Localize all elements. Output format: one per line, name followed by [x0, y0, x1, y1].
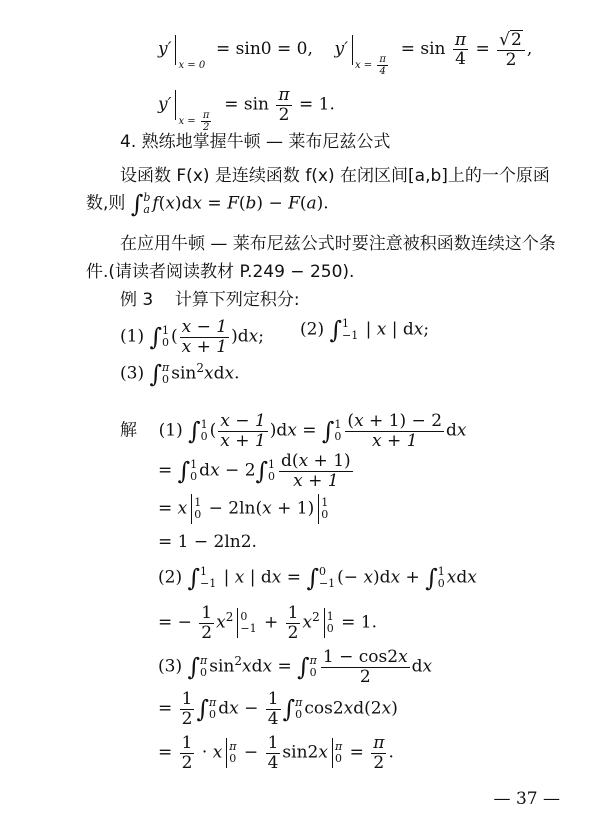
problem-3: (3) ∫ π 0 $\sin^2xdx$.	[120, 360, 240, 389]
section-title: 4. 熟练地掌握牛顿 — 莱布尼兹公式	[120, 132, 391, 152]
derivative-values-line-1: $y'_{x = 0} = \sin 0 = 0$, $y'_{x = \frac{\pi}{4}}$ = sin $\frac{\pi}{4}$ = $\frac{√2}{2}$ ,	[158, 29, 533, 78]
example-label: 例 3	[120, 290, 154, 310]
example-text: 计算下列定积分:	[174, 290, 300, 310]
definition-line-2-prefix: 数,则	[86, 193, 126, 214]
page-number: — 37 —	[493, 789, 560, 809]
note-line-2: 件.(请读者阅读教材 P.249 − 250).	[86, 262, 355, 282]
solution-1-line-1: 解 (1) ∫ 1 0 ( $\frac{x - 1}{x + 1}$ )dx = ∫ 1 0 $\frac{(x + 1) - 2}{x + 1}$ dx	[120, 411, 467, 451]
problem-2: (2) ∫ 1 −1 | x | dx;	[300, 316, 430, 345]
solution-3-line-1: (3) ∫ π 0 $\sin^2xdx$ = ∫ π 0 $\frac{1 - \cos 2x}{2}$ dx	[158, 647, 433, 687]
derivative-values-line-2: $y'_{x = \frac{\pi}{2}}$ = sin $\frac{\pi}{2}$ = 1.	[158, 85, 335, 133]
example-heading	[120, 292, 300, 309]
solution-1-line-2: = ∫ 1 0 dx − 2∫ 1 0 $\frac{d(x + 1)}{x + 1}$	[158, 451, 351, 491]
definition-line-1: 设函数 F(x) 是连续函数 f(x) 在闭区间[a,b]上的一个原函	[120, 166, 550, 186]
definition-line-2: 数,则 ∫ b a f(x)dx = F(b) − F(a).	[86, 190, 329, 219]
solution-label: 解	[120, 420, 137, 441]
note-line-1: 在应用牛顿 — 莱布尼兹公式时要注意被积函数连续这个条	[120, 234, 556, 254]
solution-2-line-1: (2) ∫ 1 −1 | x | dx = ∫ 0 −1 (− x)dx + ∫ 1 0 xdx	[158, 564, 477, 593]
solution-1-line-3: = x 1 0 − 2ln(x + 1) 1 0	[158, 494, 330, 524]
solution-3-line-3: = $\frac{1}{2}$ · x π 0 − $\frac{1}{4}$ sin2x π 0 = $\frac{\pi}{2}$ .	[158, 733, 394, 773]
solution-1-line-4: = 1 − 2ln2.	[158, 532, 257, 552]
solution-3-line-2: = $\frac{1}{2}$ ∫ π 0 dx − $\frac{1}{4}$ ∫ π 0 cos2xd(2x)	[158, 689, 398, 729]
problem-1: (1) ∫ 1 0 ( $\frac{x - 1}{x + 1}$ )dx;	[120, 317, 264, 357]
solution-2-line-2: = − $\frac{1}{2}$ $x^2$ 0 −1 + $\frac{1}{2}$ $x^2$ 1 0 = 1.	[158, 603, 377, 643]
